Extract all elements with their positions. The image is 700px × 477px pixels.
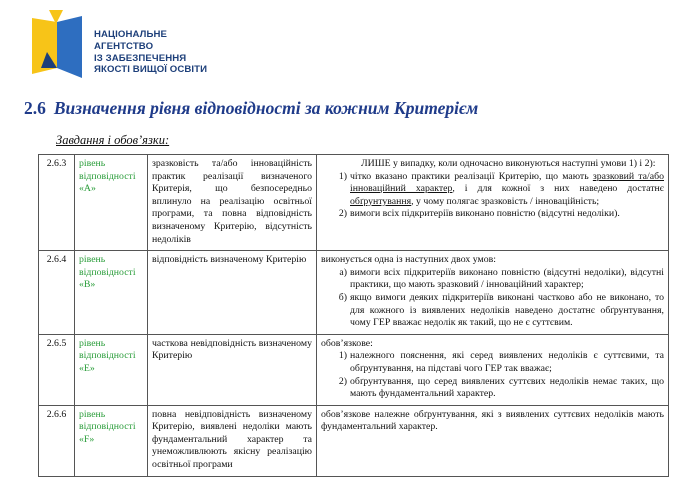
level-code: «B»	[79, 279, 96, 291]
condition-text-part: , у чому полягає зразковість / інноваційність;	[411, 195, 600, 207]
logo-emblem-icon	[27, 8, 87, 80]
level-description	[148, 155, 317, 251]
condition-text: якщо вимоги деяких підкритеріїв виконані частково або не виконано, то для кожного із виявлених недоліків наведено достатнє обґрунтування, чому ГЕР вважає недолік як такий, що не є суттєвим.	[350, 291, 664, 329]
level-description-text: відповідність визначеному Критерію	[152, 254, 307, 266]
agency-name-line: ІЗ ЗАБЕЗПЕЧЕННЯ	[94, 52, 187, 64]
level-description-text: повна невідповідність визначеному Критерію, виявлені недоліки мають фундаментальний характер та унеможливлюють якісну реалізацію освітньої програми	[152, 408, 312, 471]
row-number: 2.6.6	[39, 405, 75, 476]
condition-text-part: чітко вказано практики реалізації Критерію, що мають	[350, 170, 593, 182]
section-number: 2.6	[24, 98, 46, 118]
condition-text-underlined: зразковий та/або інноваційний характер	[350, 170, 664, 195]
agency-name-line: ЯКОСТІ ВИЩОЇ ОСВІТИ	[94, 64, 208, 76]
level-description	[148, 334, 317, 405]
conditions-intro: обов’язкове:	[321, 337, 373, 349]
level-description	[148, 405, 317, 476]
condition-item	[321, 208, 664, 221]
level-description-text: зразковість та/або інноваційність практик реалізації визначеного Критерія, що безпосередньо вплинуло на реалізацію освітньої програми, та повна відповідність визначеному Критерію, відсутність недоліків	[152, 158, 312, 245]
conditions-cell	[317, 405, 669, 476]
level-code: «A»	[79, 183, 96, 195]
level-description	[148, 251, 317, 335]
subtitle-colon: :	[164, 133, 170, 147]
table-row	[39, 251, 669, 335]
table-row	[39, 405, 669, 476]
section-subtitle-text: Завдання і обов’язки	[56, 133, 165, 147]
level-code: «F»	[79, 433, 95, 445]
condition-item	[321, 376, 664, 401]
level-cell	[75, 155, 148, 251]
condition-item	[321, 292, 664, 330]
section-subtitle	[56, 133, 169, 148]
condition-text-underlined: обґрунтування	[350, 195, 412, 207]
row-number: 2.6.5	[39, 334, 75, 405]
row-number: 2.6.4	[39, 251, 75, 335]
conditions-intro: ЛИШЕ у випадку, коли одночасно виконуються наступні умови 1) і 2):	[361, 158, 656, 169]
condition-text	[350, 171, 664, 209]
conditions-cell	[317, 155, 669, 251]
condition-item	[321, 171, 664, 209]
level-description-text: часткова невідповідність визначеному Критерію	[152, 337, 312, 362]
level-cell	[75, 251, 148, 335]
condition-marker: а)	[339, 266, 347, 278]
level-code: «E»	[79, 362, 95, 374]
conditions-cell	[317, 334, 669, 405]
level-name: рівень відповідності	[79, 408, 136, 433]
agency-name-line: АГЕНТСТВО	[94, 40, 154, 52]
conditions-intro: обов’язкове належне обґрунтування, які з виявлених суттєвих недоліків мають фундаментальний характер.	[321, 408, 664, 433]
agency-name	[94, 29, 207, 76]
level-cell	[75, 334, 148, 405]
condition-text: вимоги всіх підкритеріїв виконано повністю (відсутні недоліки).	[350, 208, 620, 220]
condition-marker: 1)	[338, 170, 347, 182]
row-number: 2.6.3	[39, 155, 75, 251]
condition-marker: 1)	[338, 350, 347, 362]
level-name: рівень відповідності	[79, 254, 136, 278]
condition-marker: б)	[338, 291, 347, 303]
agency-logo	[27, 8, 208, 83]
conditions-cell	[317, 251, 669, 335]
level-cell	[75, 405, 148, 476]
level-name: рівень відповідності	[79, 158, 136, 182]
condition-marker: 2)	[338, 208, 347, 220]
table-row	[39, 155, 669, 251]
section-heading	[24, 98, 478, 119]
agency-name-line: НАЦІОНАЛЬНЕ	[94, 29, 168, 40]
table-row	[39, 334, 669, 405]
condition-text: належного пояснення, які серед виявлених недоліків є суттєвими, та обґрунтування, на підставі чого ГЕР так вважає;	[350, 350, 664, 374]
condition-text: обґрунтування, що серед виявлених суттєвих недоліків немає таких, що мають фундаментальний характер.	[350, 375, 664, 400]
condition-item	[321, 267, 664, 292]
condition-item	[321, 350, 664, 375]
conditions-intro: виконується одна із наступних двох умов:	[321, 254, 496, 266]
condition-text: вимоги всіх підкритеріїв виконано повністю (відсутні недоліки), відсутні практики, що мають зразковий / інноваційний характер;	[350, 266, 664, 291]
level-name: рівень відповідності	[79, 337, 136, 362]
condition-text-part: , і для кожної з них наведено достатнє	[452, 183, 664, 195]
criteria-table	[38, 154, 669, 477]
section-title: Визначення рівня відповідності за кожним Критерієм	[53, 98, 479, 118]
condition-marker: 2)	[338, 375, 347, 387]
